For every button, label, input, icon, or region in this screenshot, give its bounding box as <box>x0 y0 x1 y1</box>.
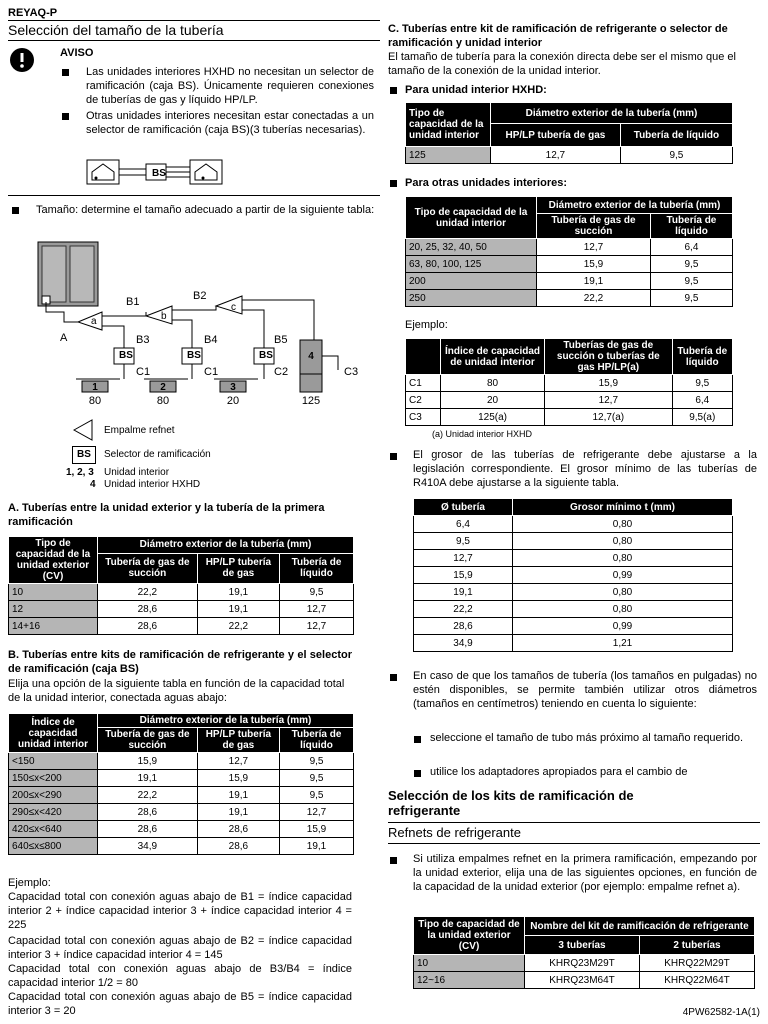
diag-unit-4: 4 <box>308 351 314 362</box>
table-cell: 9,5 <box>672 375 732 392</box>
table-cell: 22,2 <box>537 290 651 307</box>
table-cell: 22,2 <box>98 584 198 601</box>
table-cell: 0,99 <box>513 567 733 584</box>
table-cell: 6,4 <box>414 516 513 533</box>
table-cell: 34,9 <box>414 635 513 652</box>
table-cell: KHRQ22M64T <box>640 972 755 989</box>
th-grosor-c1: Ø tubería <box>414 499 513 516</box>
legend-refnet: Empalme refnet <box>104 425 175 436</box>
footer-code: 4PW62582-1A(1) <box>682 1007 760 1018</box>
table-cell: C3 <box>406 409 441 426</box>
page-title: Selección del tamaño de la tubería <box>8 22 224 38</box>
table-cell: C1 <box>406 375 441 392</box>
table-cell: 19,1 <box>197 601 279 618</box>
th-hxhd-col1: Tipo de capacidad de la unidad interior <box>406 103 491 147</box>
legend-indoor: Unidad interior <box>104 467 170 478</box>
table-cell: 15,9 <box>414 567 513 584</box>
table-cell: 28,6 <box>98 804 198 821</box>
th-otras-c2: Tubería de líquido <box>650 214 732 239</box>
table-row <box>9 601 354 618</box>
ejemplo-label-right: Ejemplo: <box>405 319 448 331</box>
table-cell: 19,1 <box>280 838 354 855</box>
grosor-text: El grosor de las tuberías de refrigerante debe ajustarse a la legislación correspondiente. El grosor mínimo de las tuberías de R410A debe ajustarse a la siguiente tabla. <box>413 449 757 489</box>
table-b <box>8 713 354 855</box>
kits-title: Selección de los kits de ramificación de refrigerante <box>388 788 634 818</box>
table-cell: 420≤x<640 <box>9 821 98 838</box>
piping-diagram <box>20 236 370 411</box>
table-row <box>9 787 354 804</box>
table-cell: 15,9 <box>98 753 198 770</box>
table-cell: 12,7(a) <box>545 409 672 426</box>
legend-key-hxhd: 4 <box>90 479 96 490</box>
pulgadas-text: En caso de que los tamaños de tubería (los tamaños en pulgadas) no estén disponibles, se permite también utilizar otros diámetros (tamaños en centímetros) teniendo en cuenta lo siguiente: <box>413 670 757 710</box>
diag-bs-1: BS <box>119 350 133 361</box>
th-a-c1: Tubería de gas de succión <box>98 553 198 583</box>
th-ej-c2: Tuberías de gas de succión o tuberías de gas HP/LP(a) <box>545 339 672 375</box>
th-grosor-c2: Grosor mínimo t (mm) <box>513 499 733 516</box>
table-row <box>414 601 733 618</box>
diag-b1: B1 <box>126 296 140 308</box>
table-row <box>414 972 755 989</box>
th-kit-c1: 3 tuberías <box>525 936 640 955</box>
table-cell: 125(a) <box>441 409 545 426</box>
table-cell: 28,6 <box>414 618 513 635</box>
table-row <box>9 770 354 787</box>
sub-item-1: seleccione el tamaño de tubo más próximo al tamaño requerido. <box>430 732 744 744</box>
section-b-text: Elija una opción de la siguiente tabla en función de la capacidad total de la unidad interior, conectada aguas abajo: <box>8 678 345 704</box>
table-row <box>414 550 733 567</box>
table-cell: 9,5 <box>620 147 732 164</box>
table-cell: 9,5 <box>650 273 732 290</box>
diag-unit-3: 3 <box>230 382 236 393</box>
table-row <box>9 618 354 635</box>
th-a-col1: Tipo de capacidad de la unidad exterior (CV) <box>9 537 98 584</box>
sub-item-2: utilice los adaptadores apropiados para el cambio de <box>430 766 688 778</box>
table-header-cell <box>406 339 441 375</box>
table-cell: 63, 80, 100, 125 <box>406 256 537 273</box>
table-cell: 0,99 <box>513 618 733 635</box>
diag-b5: B5 <box>274 334 288 346</box>
diag-val-3: 20 <box>226 395 240 407</box>
diag-c1a: C1 <box>136 366 151 378</box>
table-row <box>9 584 354 601</box>
table-cell: 12,7 <box>197 753 279 770</box>
table-a <box>8 536 354 635</box>
diag-val-1: 80 <box>88 395 102 407</box>
legend-bs: Selector de ramificación <box>104 449 211 460</box>
table-row <box>406 375 733 392</box>
table-cell: 12,7 <box>537 239 651 256</box>
table-cell: 28,6 <box>98 618 198 635</box>
tamano-text: Tamaño: determine el tamaño adecuado a partir de la siguiente tabla: <box>36 204 375 216</box>
th-otras-col1: Tipo de capacidad de la unidad interior <box>406 197 537 239</box>
diag-bs-3: BS <box>259 350 273 361</box>
table-cell: 125 <box>406 147 491 164</box>
table-cell: 19,1 <box>414 584 513 601</box>
table-cell: 20 <box>441 392 545 409</box>
legend-hxhd: Unidad interior HXHD <box>104 479 201 490</box>
legend-key-indoor: 1, 2, 3 <box>66 467 94 478</box>
table-cell: 10 <box>414 955 525 972</box>
table-cell: KHRQ23M64T <box>525 972 640 989</box>
refnets-title: Refnets de refrigerante <box>388 825 521 840</box>
table-cell: 12,7 <box>414 550 513 567</box>
th-hxhd-group: Diámetro exterior de la tubería (mm) <box>491 103 733 124</box>
table-cell: 10 <box>9 584 98 601</box>
otras-label: Para otras unidades interiores: <box>405 177 567 189</box>
table-cell: 12,7 <box>280 804 354 821</box>
table-row <box>414 618 733 635</box>
diag-b4: B4 <box>204 334 218 346</box>
th-hxhd-c2: Tubería de líquido <box>620 124 732 147</box>
table-cell: 19,1 <box>197 804 279 821</box>
table-cell: 12~16 <box>414 972 525 989</box>
table-cell: 0,80 <box>513 533 733 550</box>
diag-unit-2: 2 <box>160 382 166 393</box>
table-ejemplo <box>405 338 733 426</box>
table-cell: 1,21 <box>513 635 733 652</box>
table-cell: 15,9 <box>280 821 354 838</box>
table-cell: 15,9 <box>545 375 672 392</box>
th-otras-group: Diámetro exterior de la tubería (mm) <box>537 197 733 214</box>
legend-bs-box: BS <box>72 446 96 464</box>
diag-c3: C3 <box>344 366 359 378</box>
ejemplo-label-left: Ejemplo: <box>8 877 51 889</box>
table-row <box>9 804 354 821</box>
table-cell: <150 <box>9 753 98 770</box>
table-row <box>414 584 733 601</box>
table-cell: 150≤x<200 <box>9 770 98 787</box>
table-cell: KHRQ23M29T <box>525 955 640 972</box>
section-c-text: El tamaño de tubería para la conexión directa debe ser el mismo que el tamaño de la conexión de la unidad interior. <box>388 51 736 77</box>
table-cell: 200 <box>406 273 537 290</box>
diag-bs-2: BS <box>187 350 201 361</box>
table-row <box>406 239 733 256</box>
th-kit-col1: Tipo de capacidad de la unidad exterior (CV) <box>414 917 525 955</box>
ejemplo-line-3: Capacidad total con conexión aguas abajo de B3/B4 = índice capacidad interior 1/2 = 80 <box>8 963 352 989</box>
table-row <box>406 392 733 409</box>
doc-id: REYAQ-P <box>8 7 58 19</box>
table-cell: 15,9 <box>197 770 279 787</box>
table-cell: 200≤x<290 <box>9 787 98 804</box>
hxhd-label: Para unidad interior HXHD: <box>405 84 547 96</box>
bs-box-label: BS <box>152 168 166 179</box>
diag-c1b: C1 <box>204 366 219 378</box>
table-grosor <box>413 498 733 652</box>
table-cell: 9,5 <box>414 533 513 550</box>
table-cell: 9,5 <box>280 584 354 601</box>
th-hxhd-c1: HP/LP tubería de gas <box>491 124 621 147</box>
ejemplo-line-1: Capacidad total con conexión aguas abajo de B1 = índice capacidad interior 2 + índice capacidad interior 3 + índice capacidad interior 4 = 225 <box>8 891 352 931</box>
table-cell: 12,7 <box>491 147 621 164</box>
table-cell: 12,7 <box>545 392 672 409</box>
table-cell: 22,2 <box>414 601 513 618</box>
table-cell: 28,6 <box>197 838 279 855</box>
table-kit <box>413 916 755 989</box>
table-cell: 9,5 <box>280 753 354 770</box>
aviso-item-2: Otras unidades interiores necesitan estar conectadas a un selector de ramificación (caja BS)(3 tuberías necesarias). <box>86 110 374 136</box>
ejemplo-line-4: Capacidad total con conexión aguas abajo de B5 = índice capacidad interior 3 = 20 <box>8 991 352 1017</box>
table-row <box>406 147 733 164</box>
th-a-c2: HP/LP tubería de gas <box>197 553 279 583</box>
table-cell: 19,1 <box>197 584 279 601</box>
table-row <box>414 955 755 972</box>
table-cell: 0,80 <box>513 550 733 567</box>
diag-unit-1: 1 <box>92 382 98 393</box>
table-cell: 12,7 <box>280 618 354 635</box>
th-b-col1: Índice de capacidad unidad interior <box>9 714 98 753</box>
table-cell: KHRQ22M29T <box>640 955 755 972</box>
diag-refnet-c: c <box>231 302 236 313</box>
table-row <box>406 273 733 290</box>
footnote: (a) Unidad interior HXHD <box>432 429 533 439</box>
table-cell: 12,7 <box>280 601 354 618</box>
table-cell: 9,5 <box>280 787 354 804</box>
th-a-c3: Tubería de líquido <box>280 553 354 583</box>
diag-b3: B3 <box>136 334 150 346</box>
table-otras <box>405 196 733 307</box>
table-cell: 19,1 <box>98 770 198 787</box>
diag-val-2: 80 <box>156 395 170 407</box>
table-cell: 12 <box>9 601 98 618</box>
th-b-c1: Tubería de gas de succión <box>98 728 198 753</box>
table-cell: 640≤x≤800 <box>9 838 98 855</box>
th-a-group: Diámetro exterior de la tubería (mm) <box>98 537 354 554</box>
aviso-label: AVISO <box>60 47 94 59</box>
table-cell: 80 <box>441 375 545 392</box>
diag-refnet-a: a <box>91 316 97 327</box>
table-cell: 0,80 <box>513 584 733 601</box>
ejemplo-line-2: Capacidad total con conexión aguas abajo de B2 = índice capacidad interior 3 + índice capacidad interior 4 = 145 <box>8 935 352 961</box>
diag-a: A <box>60 332 68 344</box>
table-row <box>406 256 733 273</box>
th-b-group: Diámetro exterior de la tubería (mm) <box>98 714 354 728</box>
table-cell: 14+16 <box>9 618 98 635</box>
table-cell: 9,5 <box>280 770 354 787</box>
table-cell: 6,4 <box>650 239 732 256</box>
table-cell: 20, 25, 32, 40, 50 <box>406 239 537 256</box>
table-cell: 9,5(a) <box>672 409 732 426</box>
section-a-title: A. Tuberías entre la unidad exterior y la tubería de la primera ramificación <box>8 502 325 528</box>
th-otras-c1: Tubería de gas de succión <box>537 214 651 239</box>
table-cell: 6,4 <box>672 392 732 409</box>
diag-refnet-b: b <box>161 311 167 322</box>
table-row <box>414 516 733 533</box>
table-cell: 9,5 <box>650 290 732 307</box>
refnet-icon <box>72 418 96 444</box>
table-cell: C2 <box>406 392 441 409</box>
table-row <box>414 567 733 584</box>
th-b-c2: HP/LP tubería de gas <box>197 728 279 753</box>
section-c-title: C. Tuberías entre kit de ramificación de refrigerante o selector de ramificación y unidad interior <box>388 23 728 49</box>
table-cell: 250 <box>406 290 537 307</box>
table-row <box>414 533 733 550</box>
table-cell: 0,80 <box>513 601 733 618</box>
table-cell: 19,1 <box>197 787 279 804</box>
th-b-c3: Tubería de líquido <box>280 728 354 753</box>
diag-val-4: 125 <box>301 395 321 407</box>
warning-icon <box>10 48 34 72</box>
table-cell: 28,6 <box>98 601 198 618</box>
table-cell: 290≤x<420 <box>9 804 98 821</box>
table-cell: 19,1 <box>537 273 651 290</box>
table-row <box>9 821 354 838</box>
refnet-text: Si utiliza empalmes refnet en la primera ramificación, empezando por la unidad exterior, elija una de las siguientes opciones, en función de la capacidad de la unidad exterior (por ejemplo: empalme refnet a). <box>413 853 757 893</box>
aviso-item-1: Las unidades interiores HXHD no necesitan un selector de ramificación (caja BS). Únicamente requieren conexiones de tuberías de gas y líquido HP/LP. <box>86 66 374 106</box>
table-cell: 15,9 <box>537 256 651 273</box>
table-row <box>414 635 733 652</box>
table-cell: 9,5 <box>650 256 732 273</box>
table-hxhd <box>405 102 733 164</box>
diag-c2: C2 <box>274 366 289 378</box>
table-cell: 22,2 <box>98 787 198 804</box>
table-cell: 28,6 <box>98 821 198 838</box>
th-kit-c2: 2 tuberías <box>640 936 755 955</box>
diag-b2: B2 <box>193 290 207 302</box>
table-row <box>9 838 354 855</box>
table-cell: 22,2 <box>197 618 279 635</box>
table-row <box>406 290 733 307</box>
section-b-title: B. Tuberías entre kits de ramificación de refrigerante y el selector de ramificación (caja BS) <box>8 649 352 675</box>
table-row <box>406 409 733 426</box>
table-cell: 0,80 <box>513 516 733 533</box>
table-cell: 34,9 <box>98 838 198 855</box>
th-ej-c1: Índice de capacidad de unidad interior <box>441 339 545 375</box>
table-cell: 28,6 <box>197 821 279 838</box>
th-kit-group: Nombre del kit de ramificación de refrigerante <box>525 917 755 936</box>
th-ej-c3: Tubería de líquido <box>672 339 732 375</box>
table-row <box>9 753 354 770</box>
